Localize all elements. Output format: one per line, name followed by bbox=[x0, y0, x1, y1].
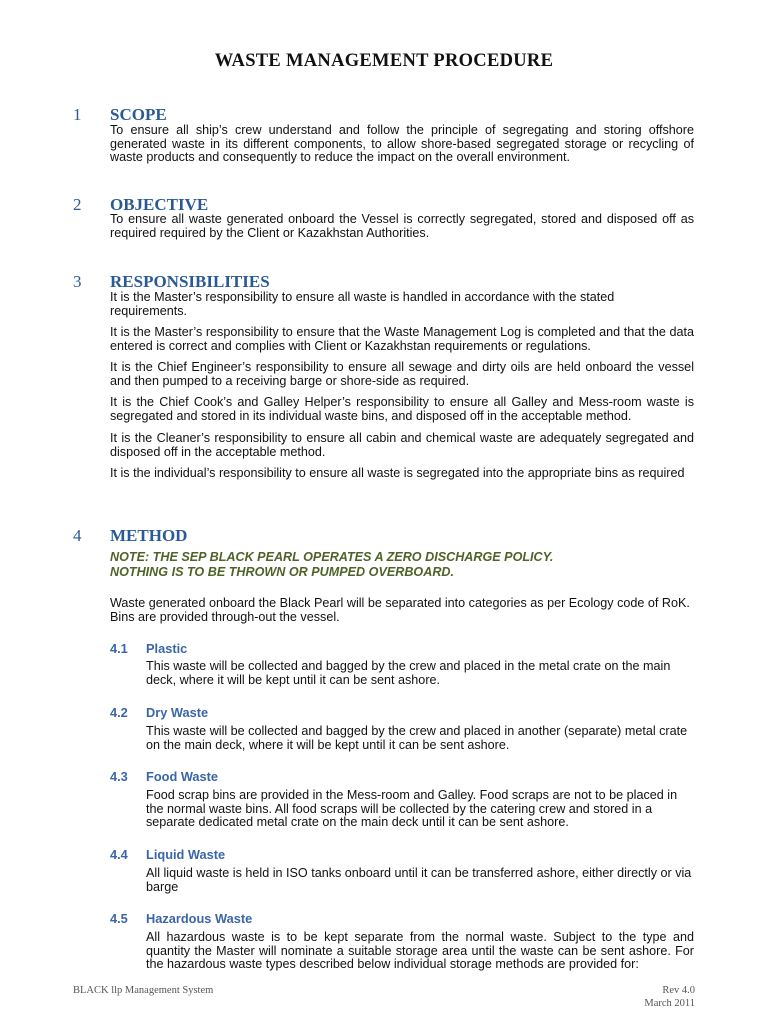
subsection-heading-food-waste: Food Waste bbox=[146, 769, 219, 784]
method-paragraph: Waste generated onboard the Black Pearl will be separated into categories as per Ecology code of RoK. Bins are provided through-out the vessel. bbox=[110, 596, 690, 624]
responsibility-paragraph: It is the individual’s responsibility to ensure all waste is segregated into the appropriate bins as required bbox=[110, 466, 685, 480]
subsection-heading-hazardous-waste: Hazardous Waste bbox=[146, 911, 253, 926]
subsection-number: 4.3 bbox=[110, 769, 128, 784]
footer-revision: Rev 4.0 bbox=[662, 985, 695, 996]
section-number: 4 bbox=[73, 526, 82, 545]
section-heading-scope: SCOPE bbox=[110, 105, 167, 124]
subsection-number: 4.2 bbox=[110, 705, 128, 720]
section-number: 3 bbox=[73, 272, 82, 291]
footer-management-system: BLACK llp Management System bbox=[73, 985, 214, 996]
responsibility-paragraph: It is the Chief Cook’s and Galley Helper’s responsibility to ensure all Galley and Mess-room waste is segregated and stored in its individual waste bins, and disposed off in the acceptable method. bbox=[110, 395, 694, 423]
subsection-number: 4.5 bbox=[110, 911, 128, 926]
section-number: 2 bbox=[73, 195, 82, 214]
section-heading-responsibilities: RESPONSIBILITIES bbox=[110, 272, 270, 291]
responsibility-paragraph: It is the Chief Engineer’s responsibility to ensure all sewage and dirty oils are held onboard the vessel and then pumped to a receiving barge or shore-side as required. bbox=[110, 360, 694, 388]
subsection-paragraph: This waste will be collected and bagged by the crew and placed in the metal crate on the main deck, where it will be kept until it can be sent ashore. bbox=[146, 659, 671, 687]
footer-date: March 2011 bbox=[644, 998, 695, 1009]
subsection-paragraph: Food scrap bins are provided in the Mess-room and Galley. Food scraps are not to be placed in the normal waste bins. All food scraps will be collected by the catering crew and stored in a separate dedicated metal crate on the main deck until it can be sent ashore. bbox=[146, 788, 678, 830]
subsection-paragraph: This waste will be collected and bagged by the crew and placed in another (separate) metal crate on the main deck, where it will be kept until it can be sent ashore. bbox=[146, 724, 688, 752]
subsection-paragraph: All hazardous waste is to be kept separate from the normal waste. Subject to the type and quantity the Master will nominate a suitable storage area until the waste can be sent ashore. For the hazardous waste types described below individual storage methods are provided for: bbox=[146, 930, 694, 972]
responsibility-paragraph: It is the Master’s responsibility to ensure all waste is handled in accordance with the stated requirements. bbox=[110, 290, 615, 318]
subsection-number: 4.1 bbox=[110, 641, 128, 656]
responsibility-paragraph: It is the Cleaner’s responsibility to ensure all cabin and chemical waste are adequately segregated and disposed off in the acceptable method. bbox=[110, 431, 694, 459]
section-heading-objective: OBJECTIVE bbox=[110, 195, 209, 214]
scope-paragraph: To ensure all ship’s crew understand and follow the principle of segregating and storing offshore generated waste in its different components, to allow shore-based segregated storage or recycling of waste products and consequently to reduce the impact on the overall environment. bbox=[110, 123, 694, 165]
responsibility-paragraph: It is the Master’s responsibility to ensure that the Waste Management Log is completed and that the data entered is correct and complies with Client or Kazakhstan requirements or regulations. bbox=[110, 325, 694, 353]
zero-discharge-note-line-1: NOTE: THE SEP BLACK PEARL OPERATES A ZERO DISCHARGE POLICY. bbox=[110, 550, 554, 564]
subsection-heading-plastic: Plastic bbox=[146, 641, 188, 656]
section-number: 1 bbox=[73, 105, 82, 124]
subsection-number: 4.4 bbox=[110, 847, 128, 862]
zero-discharge-note-line-2: NOTHING IS TO BE THROWN OR PUMPED OVERBOARD. bbox=[110, 565, 455, 579]
subsection-heading-liquid-waste: Liquid Waste bbox=[146, 847, 226, 862]
subsection-heading-dry-waste: Dry Waste bbox=[146, 705, 209, 720]
subsection-paragraph: All liquid waste is held in ISO tanks onboard until it can be transferred ashore, either directly or via barge bbox=[146, 866, 692, 894]
objective-paragraph: To ensure all waste generated onboard the Vessel is correctly segregated, stored and disposed off as required required by the Client or Kazakhstan Authorities. bbox=[110, 212, 694, 240]
document-title: WASTE MANAGEMENT PROCEDURE bbox=[214, 51, 554, 71]
section-heading-method: METHOD bbox=[110, 526, 188, 545]
